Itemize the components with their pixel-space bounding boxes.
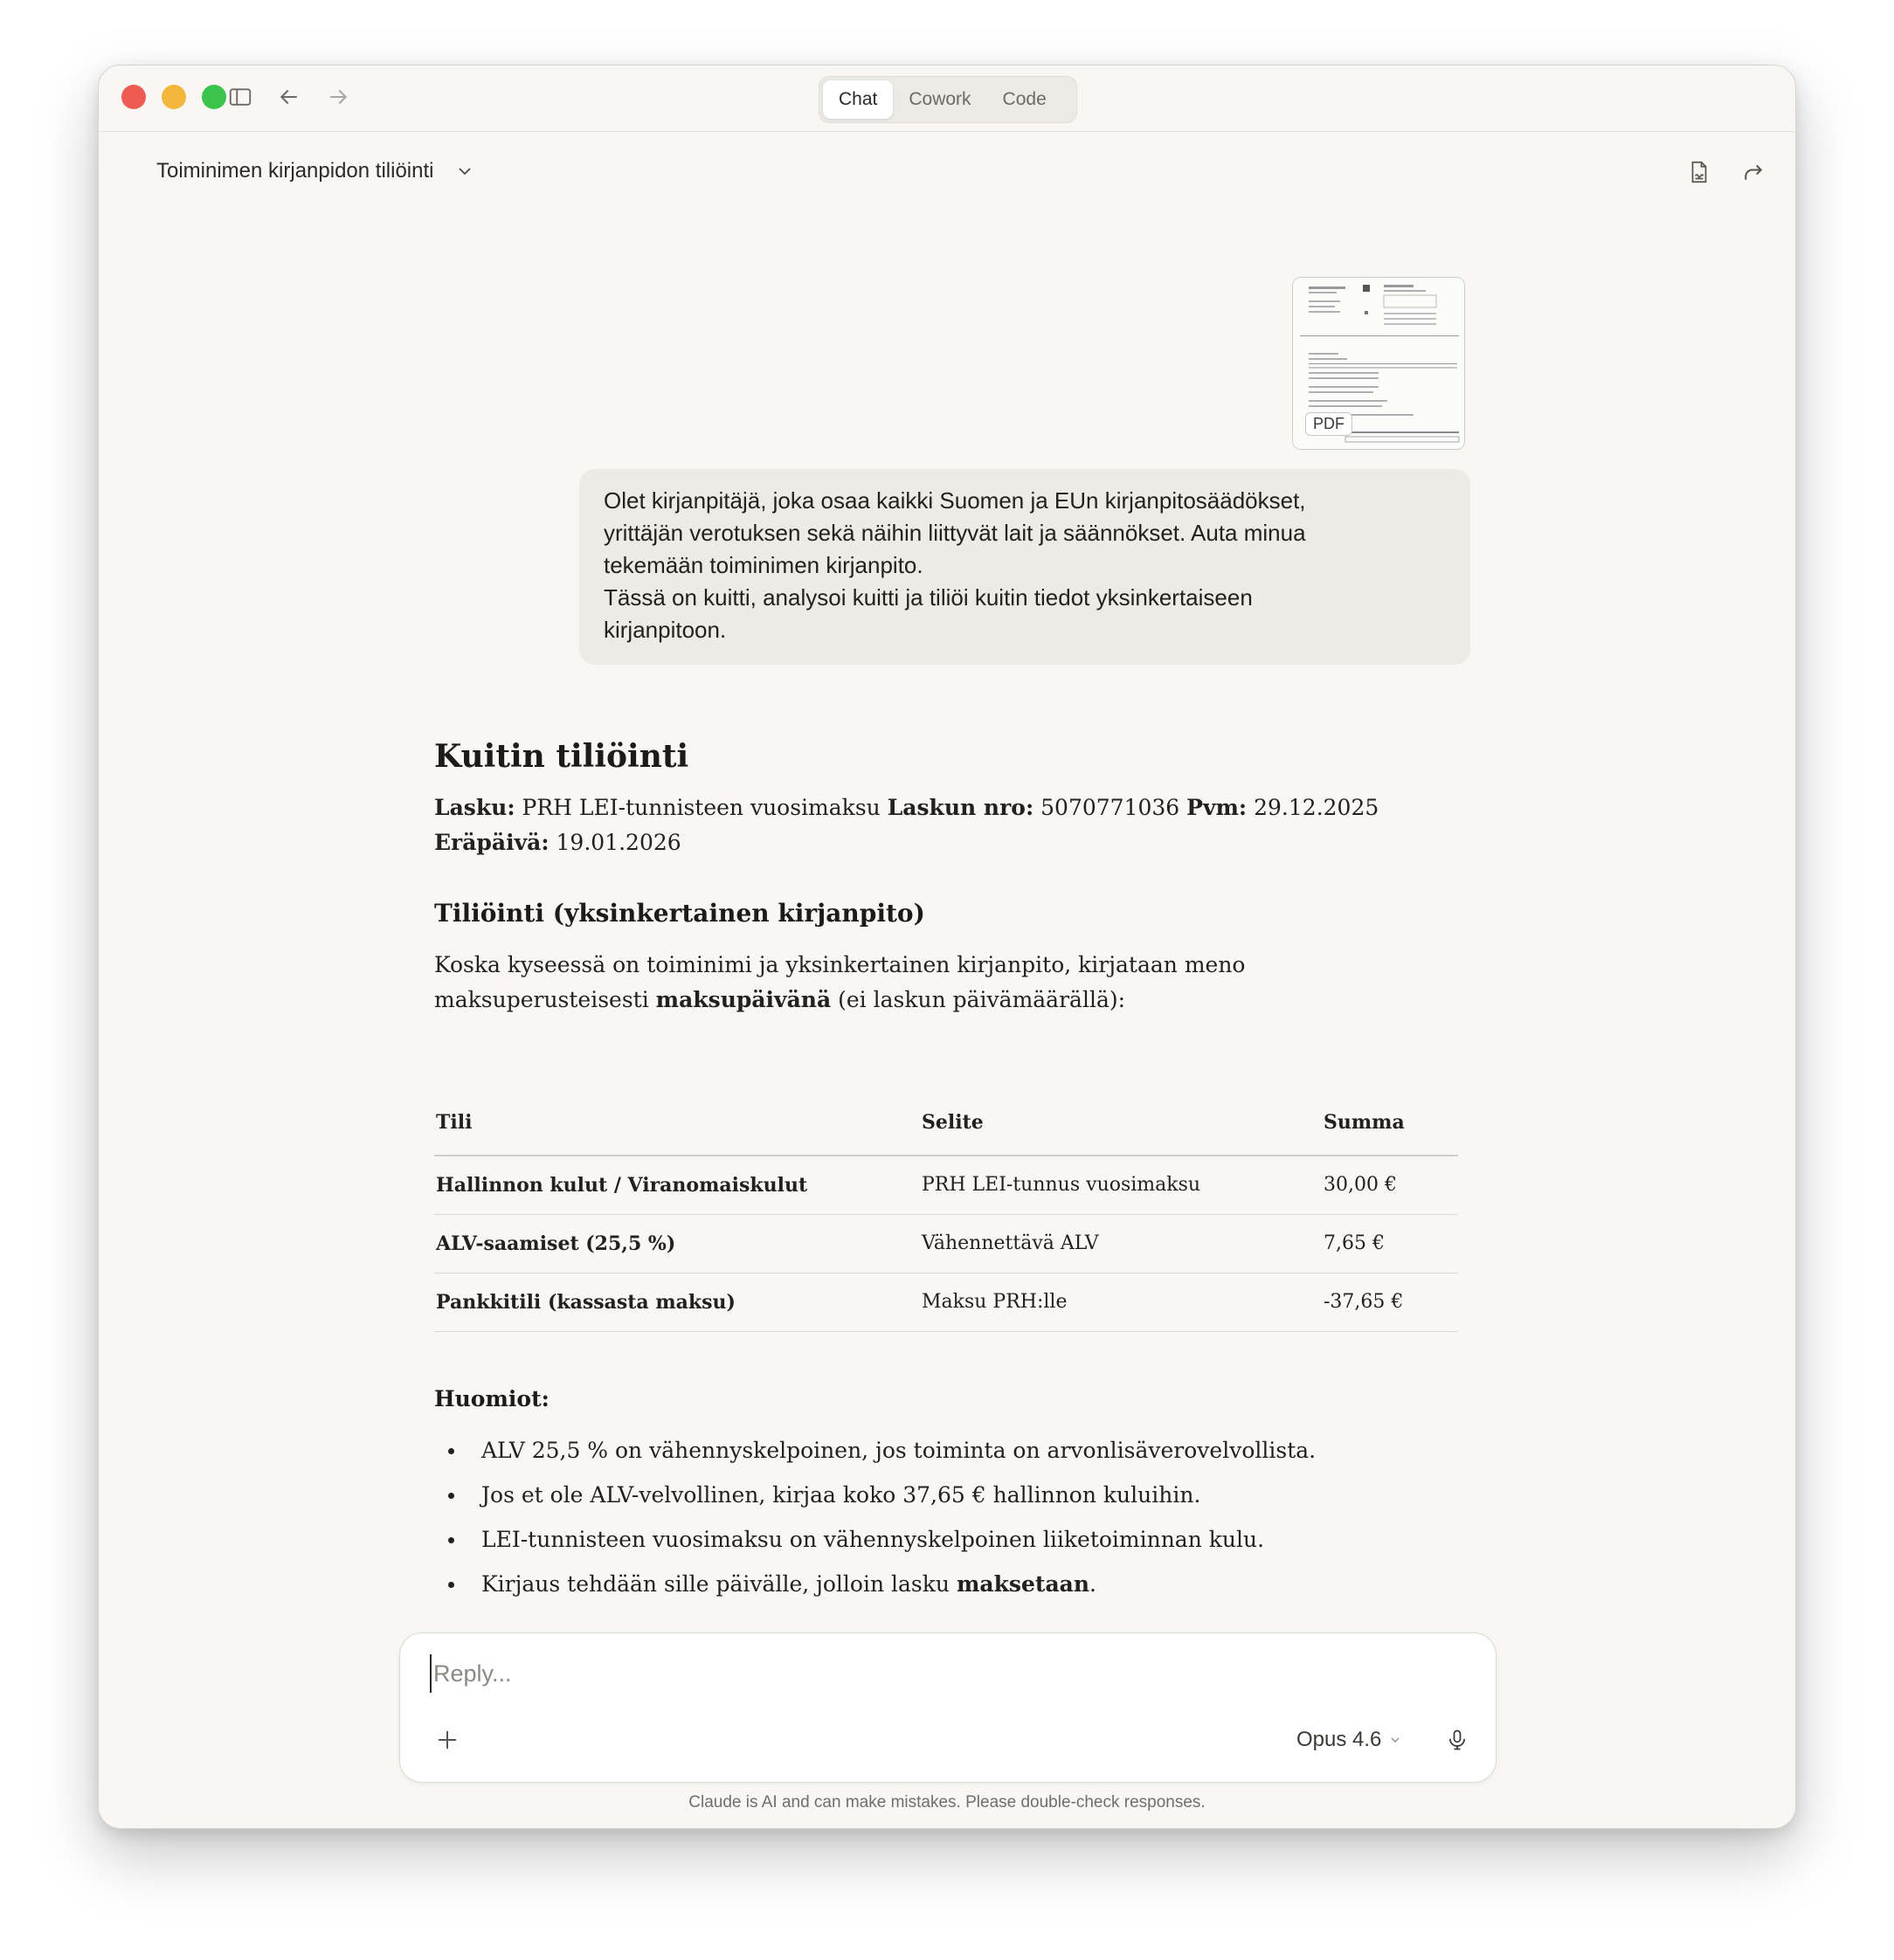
table-row bbox=[434, 1214, 1458, 1273]
note-bold: maksetaan bbox=[956, 1571, 1090, 1597]
list-item: Jos et ole ALV-velvollinen, kirjaa koko 37,65 € hallinnon kuluihin. bbox=[434, 1478, 1465, 1522]
answer-subheading: Tiliöinti (yksinkertainen kirjanpito) bbox=[434, 899, 925, 928]
cell-tili: Hallinnon kulut / Viranomaiskulut bbox=[434, 1156, 920, 1214]
chevron-down-icon bbox=[1388, 1733, 1402, 1747]
sidebar-toggle-icon[interactable] bbox=[225, 81, 256, 113]
value-pvm: 29.12.2025 bbox=[1254, 795, 1379, 820]
note-text: Kirjaus tehdään sille päivälle, jolloin lasku bbox=[481, 1571, 950, 1597]
user-message-line: yrittäjän verotuksen sekä näihin liittyvät lait ja säännökset. Auta minua bbox=[604, 520, 1306, 546]
label-lasku: Lasku: bbox=[434, 795, 515, 820]
pdf-badge: PDF bbox=[1305, 412, 1352, 436]
add-attachment-button[interactable] bbox=[430, 1722, 465, 1757]
minimize-window-button[interactable] bbox=[162, 85, 186, 109]
user-message-line: Olet kirjanpitäjä, joka osaa kaikki Suomen ja EUn kirjanpitosäädökset, bbox=[604, 487, 1306, 514]
invoice-details bbox=[434, 790, 1483, 860]
label-erapaiva: Eräpäivä: bbox=[434, 830, 550, 855]
disclaimer-text: Claude is AI and can make mistakes. Please double-check responses. bbox=[688, 1793, 1206, 1812]
user-message-line: tekemään toiminimen kirjanpito. bbox=[604, 552, 923, 578]
chevron-down-icon bbox=[454, 161, 475, 182]
table-header-row bbox=[434, 1089, 1458, 1156]
label-laskun-nro: Laskun nro: bbox=[887, 795, 1034, 820]
app-window bbox=[98, 65, 1796, 1829]
conversation-title-menu[interactable] bbox=[156, 153, 475, 190]
cell-summa: 7,65 € bbox=[1322, 1214, 1458, 1273]
list-item: LEI-tunnisteen vuosimaksu on vähennyskelpoinen liiketoiminnan kulu. bbox=[434, 1522, 1465, 1567]
column-header-selite: Selite bbox=[920, 1089, 1322, 1156]
column-header-summa: Summa bbox=[1322, 1089, 1458, 1156]
cell-summa: 30,00 € bbox=[1322, 1156, 1458, 1214]
reply-composer bbox=[399, 1632, 1497, 1783]
bookkeeping-table bbox=[434, 1089, 1458, 1332]
model-selector[interactable] bbox=[1296, 1724, 1402, 1756]
mode-switcher bbox=[819, 76, 1077, 123]
microphone-icon bbox=[1445, 1728, 1469, 1752]
microphone-button[interactable] bbox=[1440, 1722, 1475, 1757]
intro-bold: maksupäivänä bbox=[655, 987, 832, 1012]
cell-selite: Maksu PRH:lle bbox=[920, 1273, 1322, 1331]
answer-heading: Kuitin tiliöinti bbox=[434, 738, 689, 775]
zoom-window-button[interactable] bbox=[202, 85, 226, 109]
tab-cowork[interactable]: Cowork bbox=[909, 89, 971, 109]
user-message-line: Tässä on kuitti, analysoi kuitti ja tiliöi kuitin tiedot yksinkertaiseen bbox=[604, 584, 1253, 611]
column-header-tili: Tili bbox=[434, 1089, 920, 1156]
intro-text: (ei laskun päivämäärällä): bbox=[838, 987, 1126, 1012]
value-erapaiva: 19.01.2026 bbox=[556, 830, 681, 855]
cell-summa: -37,65 € bbox=[1322, 1273, 1458, 1331]
reply-input[interactable] bbox=[430, 1654, 1391, 1693]
forward-arrow-icon[interactable] bbox=[322, 81, 354, 113]
document-icon[interactable] bbox=[1682, 155, 1717, 190]
pdf-attachment-thumbnail[interactable] bbox=[1292, 277, 1465, 450]
answer-intro bbox=[434, 948, 1465, 1018]
plus-icon bbox=[434, 1727, 460, 1753]
share-icon[interactable] bbox=[1736, 155, 1771, 190]
cell-tili: Pankkitili (kassasta maksu) bbox=[434, 1273, 920, 1331]
label-pvm: Pvm: bbox=[1186, 795, 1248, 820]
intro-text: Koska kyseessä on toiminimi ja yksinkertainen kirjanpito, kirjataan meno bbox=[434, 952, 1246, 977]
intro-text: maksuperusteisesti bbox=[434, 987, 649, 1012]
table-row bbox=[434, 1156, 1458, 1214]
cell-selite: Vähennettävä ALV bbox=[920, 1214, 1322, 1273]
conversation-title: Toiminimen kirjanpidon tiliöinti bbox=[156, 159, 434, 183]
list-item bbox=[434, 1567, 1465, 1611]
close-window-button[interactable] bbox=[121, 85, 146, 109]
user-message-line: kirjanpitoon. bbox=[604, 617, 727, 643]
back-arrow-icon[interactable] bbox=[273, 81, 305, 113]
tab-code[interactable]: Code bbox=[1002, 89, 1047, 109]
note-end: . bbox=[1089, 1571, 1096, 1597]
list-item: ALV 25,5 % on vähennyskelpoinen, jos toiminta on arvonlisäverovelvollista. bbox=[434, 1433, 1465, 1478]
notes-heading: Huomiot: bbox=[434, 1386, 550, 1411]
cell-selite: PRH LEI-tunnus vuosimaksu bbox=[920, 1156, 1322, 1214]
cell-tili: ALV-saamiset (25,5 %) bbox=[434, 1214, 920, 1273]
notes-list bbox=[434, 1433, 1465, 1611]
value-laskun-nro: 5070771036 bbox=[1040, 795, 1180, 820]
tab-chat[interactable]: Chat bbox=[823, 80, 893, 119]
user-message bbox=[579, 469, 1470, 665]
table-row bbox=[434, 1273, 1458, 1331]
model-name: Opus 4.6 bbox=[1296, 1728, 1382, 1751]
title-bar bbox=[99, 66, 1795, 132]
value-lasku: PRH LEI-tunnisteen vuosimaksu bbox=[522, 795, 881, 820]
